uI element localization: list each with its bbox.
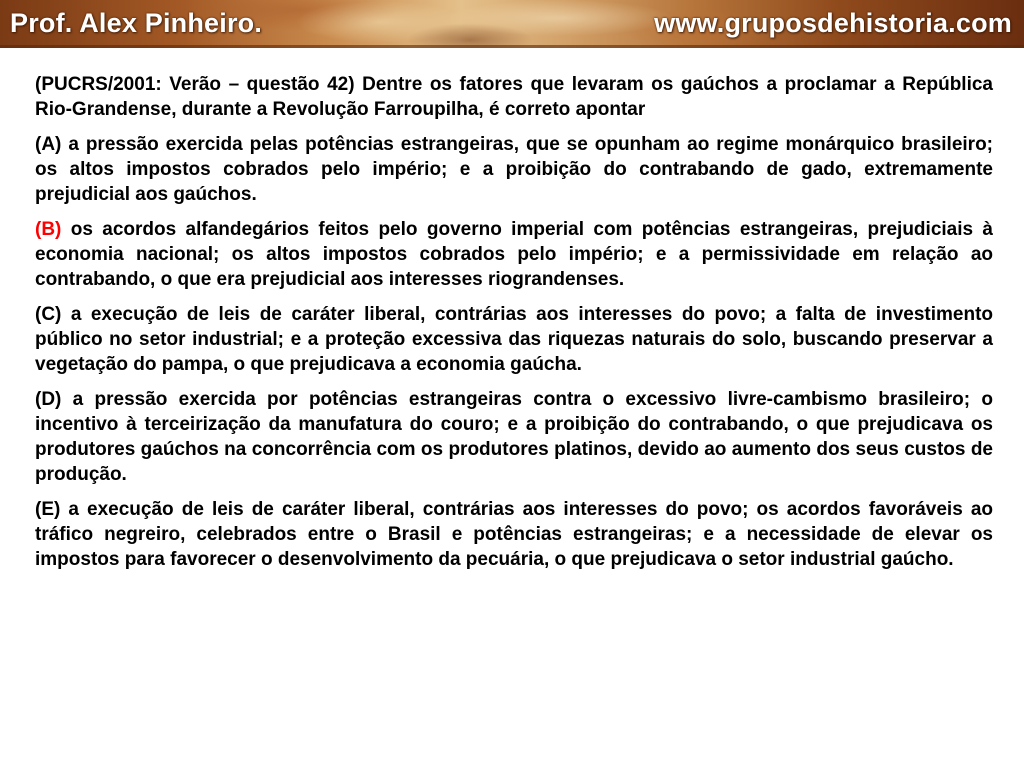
option-d bbox=[35, 387, 993, 487]
option-text: a pressão exercida pelas potências estrangeiras, que se opunham ao regime monárquico brasileiro; os altos impostos cobrados pelo império; e a proibição do contrabando de gado, extremamente prejudicial aos gaúchos. bbox=[35, 134, 993, 205]
header-banner bbox=[0, 0, 1024, 48]
author-name: Prof. Alex Pinheiro. bbox=[10, 8, 263, 38]
option-letter: (D) bbox=[35, 389, 62, 410]
option-text: a execução de leis de caráter liberal, contrárias aos interesses do povo; os acordos favoráveis ao tráfico negreiro, celebrados entre o Brasil e potências estrangeiras; e a necessidade de elevar os impostos para favorecer o desenvolvimento da pecuária, o que prejudicava o setor industrial gaúcho. bbox=[35, 499, 994, 570]
option-text: os acordos alfandegários feitos pelo governo imperial com potências estrangeiras, prejudiciais à economia nacional; os altos impostos cobrados pelo império; e a permissividade em relação ao contrabando, o que era prejudicial aos interesses riograndenses. bbox=[35, 219, 993, 290]
option-text: a execução de leis de caráter liberal, contrárias aos interesses do povo; a falta de investimento público no setor industrial; e a proteção excessiva das riquezas naturais do solo, buscando preservar a vegetação do pampa, o que prejudicava a economia gaúcha. bbox=[35, 304, 993, 375]
option-text: a pressão exercida por potências estrangeiras contra o excessivo livre-cambismo brasileiro; o incentivo à terceirização da manufatura do couro; e a proibição do contrabando, o que prejudicava os produtores gaúchos na concorrência com os produtores platinos, devido ao aumento dos seus custos de produção. bbox=[35, 389, 993, 485]
question-prompt: (PUCRS/2001: Verão – questão 42) Dentre os fatores que levaram os gaúchos a proclamar a República Rio-Grandense, durante a Revolução Farroupilha, é correto apontar bbox=[35, 74, 993, 120]
option-letter: (A) bbox=[35, 134, 62, 155]
option-b bbox=[35, 217, 993, 292]
option-a bbox=[35, 132, 993, 207]
website-url: www.gruposdehistoria.com bbox=[654, 8, 1012, 38]
question-content bbox=[35, 72, 993, 582]
option-letter-correct: (B) bbox=[35, 219, 62, 240]
option-e bbox=[35, 497, 993, 572]
option-letter: (C) bbox=[35, 304, 62, 325]
option-letter: (E) bbox=[35, 499, 61, 520]
option-c bbox=[35, 302, 993, 377]
